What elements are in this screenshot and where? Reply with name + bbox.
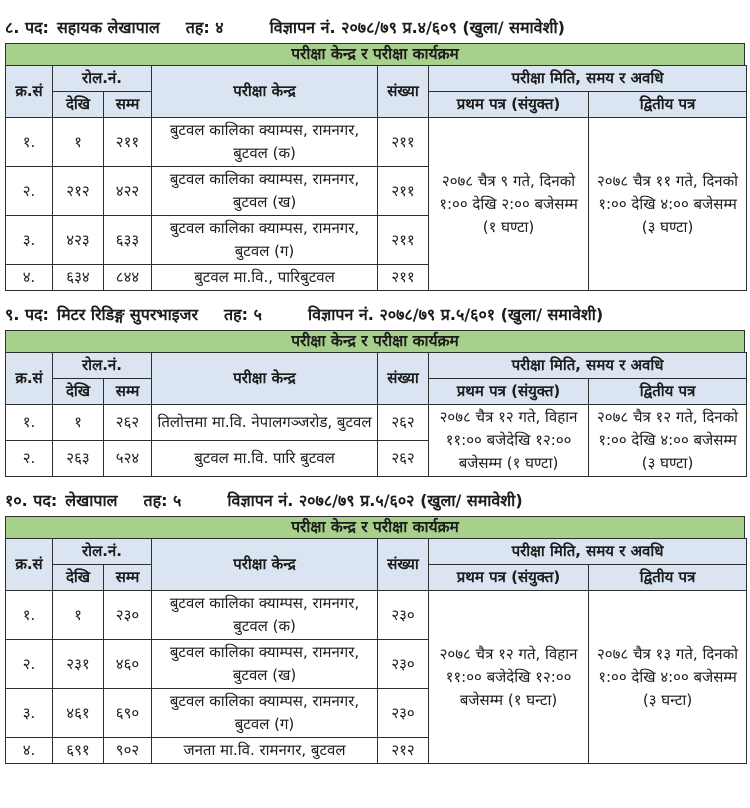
advertisement-number: विज्ञापन नं. २०७८/७९ प्र.५/६०२ (खुला/ समावेशी) [227,491,523,510]
center-header: परीक्षा केन्द्र [152,66,378,118]
roll-from-cell: १ [53,118,104,167]
post-level: तह: ४ [185,18,224,37]
section-lekhapal [5,489,745,764]
sn-cell: २. [6,167,53,216]
center-header: परीक्षा केन्द्र [152,539,378,591]
exam-center-band: परीक्षा केन्द्र र परीक्षा कार्यक्रम [5,330,745,353]
sn-cell: ३. [6,689,53,738]
section-title [5,303,745,327]
post-name: सहायक लेखापाल [56,18,160,37]
center-cell: जनता मा.वि. रामनगर, बुटवल [152,738,378,764]
count-cell: २३० [378,640,429,689]
roll-header: रोल.नं. [53,66,152,92]
sn-cell: १. [6,118,53,167]
count-cell: २११ [378,216,429,265]
schedule-header: परीक्षा मिति, समय र अवधि [429,66,747,92]
post-name: लेखापाल [65,491,118,510]
center-cell: तिलोत्तमा मा.वि. नेपालगञ्जरोड, बुटवल [152,405,378,441]
roll-header: रोल.नं. [53,539,152,565]
roll-from-header: देखि [53,92,104,118]
roll-to-cell: ६३३ [104,216,152,265]
roll-to-header: सम्म [104,379,152,405]
paper2-header: द्वितीय पत्र [589,565,747,591]
roll-from-cell: ४६१ [53,689,104,738]
center-cell: बुटवल मा.वि., पारिबुटवल [152,265,378,291]
paper2-schedule-cell: २०७८ चैत्र १३ गते, दिनको १:०० देखि ४:०० बजेसम्म (३ घन्टा) [589,591,747,764]
exam-schedule-table [5,65,747,291]
count-cell: २६२ [378,441,429,477]
roll-header: रोल.नं. [53,353,152,379]
paper1-header: प्रथम पत्र (संयुक्त) [429,565,589,591]
roll-to-cell: ९०२ [104,738,152,764]
roll-from-header: देखि [53,379,104,405]
roll-from-cell: ४२३ [53,216,104,265]
count-header: संख्या [378,66,429,118]
post-name: मिटर रिडिङ्ग सुपरभाइजर [56,305,199,324]
roll-from-cell: १ [53,591,104,640]
sn-cell: २. [6,640,53,689]
sn-cell: ४. [6,738,53,764]
exam-center-band: परीक्षा केन्द्र र परीक्षा कार्यक्रम [5,516,745,539]
center-cell: बुटवल कालिका क्याम्पस, रामनगर, बुटवल (ग) [152,216,378,265]
table-head [6,539,747,591]
center-cell: बुटवल कालिका क्याम्पस, रामनगर, बुटवल (ख) [152,167,378,216]
count-cell: २११ [378,118,429,167]
paper2-schedule-cell: २०७८ चैत्र १२ गते, दिनको १:०० देखि ४:०० बजेसम्म (३ घण्टा) [589,405,747,477]
sn-header: क्र.सं [6,539,53,591]
center-cell: बुटवल कालिका क्याम्पस, रामनगर, बुटवल (ख) [152,640,378,689]
exam-center-band: परीक्षा केन्द्र र परीक्षा कार्यक्रम [5,43,745,66]
paper1-schedule-cell: २०७८ चैत्र ९ गते, दिनको १:०० देखि २:०० बजेसम्म (१ घण्टा) [429,118,589,291]
center-header: परीक्षा केन्द्र [152,353,378,405]
exam-schedule-table [5,352,747,477]
advertisement-number: विज्ञापन नं. २०७८/७९ प्र.५/६०१ (खुला/ समावेशी) [307,305,604,324]
count-cell: २११ [378,167,429,216]
roll-to-cell: ४२२ [104,167,152,216]
sn-cell: ४. [6,265,53,291]
post-level: तह: ५ [143,491,182,510]
count-header: संख्या [378,539,429,591]
paper1-schedule-cell: २०७८ चैत्र १२ गते, विहान ११:०० बजेदेखि १२:०० बजेसम्म (१ घन्टा) [429,591,589,764]
exam-schedule-table [5,538,747,764]
count-cell: २३० [378,689,429,738]
paper2-schedule-cell: २०७८ चैत्र ११ गते, दिनको १:०० देखि ४:०० बजेसम्म (३ घण्टा) [589,118,747,291]
sn-header: क्र.सं [6,353,53,405]
roll-to-cell: २११ [104,118,152,167]
table-row [6,591,747,640]
paper1-header: प्रथम पत्र (संयुक्त) [429,379,589,405]
roll-to-cell: २३० [104,591,152,640]
sn-cell: १. [6,405,53,441]
paper2-header: द्वितीय पत्र [589,92,747,118]
table-head [6,353,747,405]
post-number-label: १०. पद: [5,491,58,510]
count-cell: २११ [378,265,429,291]
center-cell: बुटवल कालिका क्याम्पस, रामनगर, बुटवल (क) [152,591,378,640]
center-cell: बुटवल मा.वि. पारि बुटवल [152,441,378,477]
roll-to-cell: ४६० [104,640,152,689]
center-cell: बुटवल कालिका क्याम्पस, रामनगर, बुटवल (ग) [152,689,378,738]
roll-from-header: देखि [53,565,104,591]
count-cell: २३० [378,591,429,640]
table-row [6,405,747,441]
roll-to-cell: २६२ [104,405,152,441]
section-title [5,489,745,513]
post-number-label: ९. पद: [5,305,49,324]
roll-to-cell: ८४४ [104,265,152,291]
roll-to-header: सम्म [104,565,152,591]
sn-cell: २. [6,441,53,477]
section-meter-reading-supervisor [5,303,745,477]
table-head [6,66,747,118]
paper2-header: द्वितीय पत्र [589,379,747,405]
roll-from-cell: १ [53,405,104,441]
schedule-header: परीक्षा मिति, समय र अवधि [429,353,747,379]
roll-to-cell: ६९० [104,689,152,738]
count-cell: २६२ [378,405,429,441]
roll-from-cell: २१२ [53,167,104,216]
roll-to-header: सम्म [104,92,152,118]
roll-from-cell: २६३ [53,441,104,477]
table-row [6,118,747,167]
roll-from-cell: ६३४ [53,265,104,291]
roll-from-cell: ६९१ [53,738,104,764]
schedule-header: परीक्षा मिति, समय र अवधि [429,539,747,565]
paper1-schedule-cell: २०७८ चैत्र १२ गते, विहान ११:०० बजेदेखि १२:०० बजेसम्म (१ घण्टा) [429,405,589,477]
post-number-label: ८. पद: [5,18,49,37]
count-cell: २१२ [378,738,429,764]
section-title [5,16,745,40]
center-cell: बुटवल कालिका क्याम्पस, रामनगर, बुटवल (क) [152,118,378,167]
sn-header: क्र.सं [6,66,53,118]
paper1-header: प्रथम पत्र (संयुक्त) [429,92,589,118]
roll-from-cell: २३१ [53,640,104,689]
section-sahayak-lekhapal [5,16,745,291]
sn-cell: ३. [6,216,53,265]
post-level: तह: ५ [224,305,262,324]
count-header: संख्या [378,353,429,405]
roll-to-cell: ५२४ [104,441,152,477]
advertisement-number: विज्ञापन नं. २०७८/७९ प्र.४/६०९ (खुला/ समावेशी) [269,18,565,37]
sn-cell: १. [6,591,53,640]
